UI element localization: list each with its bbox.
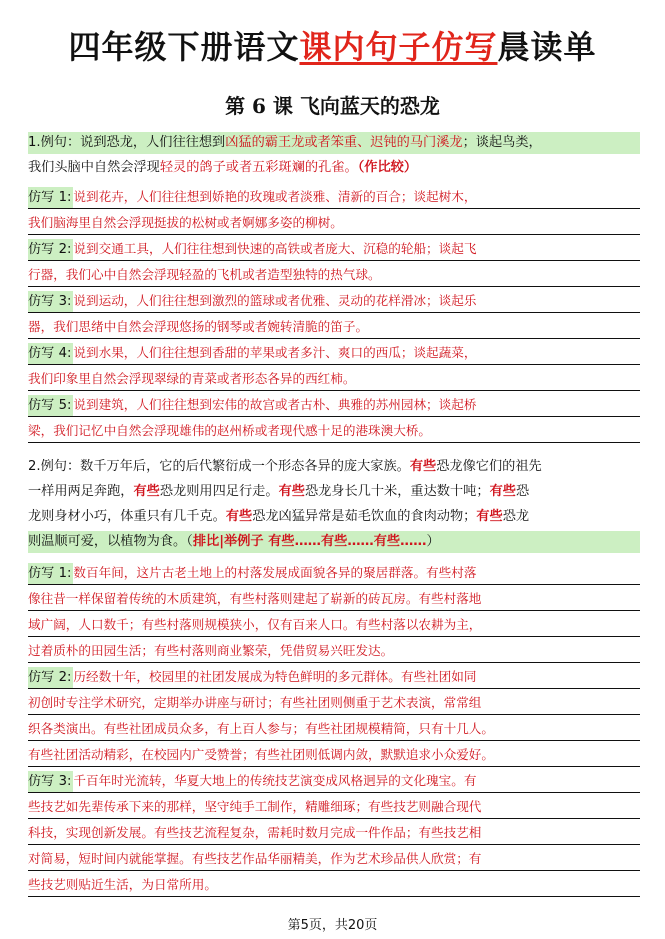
example-2-line [28, 456, 640, 478]
imitation-line [28, 692, 640, 715]
title-highlight: 课内句子仿写 [299, 28, 498, 66]
example-highlight: 有些 [476, 509, 503, 524]
example-text: 则温顺可爱，以植物为食。（ [28, 534, 193, 549]
imitation-line [28, 848, 640, 871]
example-2-line [28, 531, 640, 553]
imitation-text: 我们脑海里自然会浮现挺拔的松树或者婀娜多姿的柳树。 [28, 215, 343, 230]
imitation-label: 仿写 5: [28, 395, 73, 417]
imitation-text: 器，我们思绪中自然会浮现悠扬的钢琴或者婉转清脆的笛子。 [28, 319, 369, 334]
imitation-line [28, 718, 640, 741]
imitation-label: 仿写 4: [28, 343, 73, 365]
example-2 [28, 456, 640, 556]
imitation-line [28, 822, 640, 845]
imitation-line [28, 796, 640, 819]
example-highlight: 凶猛的霸王龙或者笨重、迟钝的马门溪龙 [225, 135, 463, 150]
example-text: 我们头脑中自然会浮现 [28, 160, 160, 175]
example-text: 1.例句：说到恐龙，人们往往想到 [28, 135, 226, 150]
imitation-label: 仿写 1: [28, 563, 73, 585]
example-text: 恐龙则用四足行走。 [159, 484, 279, 499]
example-text: 一样用两足奔跑， [28, 484, 134, 499]
technique-label: 排比|举例子 有些……有些……有些…… [192, 534, 427, 549]
example-text: 恐龙像它们的祖先 [436, 459, 542, 474]
imitation-line [28, 588, 640, 611]
imitation-text: 些技艺则贴近生活，为日常所用。 [28, 877, 217, 892]
imitation-label: 仿写 3: [28, 771, 73, 793]
imitation-label: 仿写 2: [28, 667, 73, 689]
imitation-text: 梁，我们记忆中自然会浮现雄伟的赵州桥或者现代感十足的港珠澳大桥。 [28, 423, 431, 438]
imitation-line [28, 744, 640, 767]
example-text: 恐龙凶猛异常是茹毛饮血的食肉动物； [252, 509, 477, 524]
technique-label: （作比较） [357, 160, 418, 175]
imitation-line [28, 264, 640, 287]
imitation-line [28, 290, 640, 313]
imitation-line [28, 186, 640, 209]
example-highlight: 有些 [133, 484, 160, 499]
imitation-text: 我们印象里自然会浮现翠绿的青菜或者形态各异的西红柿。 [28, 371, 356, 386]
imitation-line [28, 238, 640, 261]
imitation-text: 说到交通工具，人们往往想到快速的高铁或者庞大、沉稳的轮船；谈起飞 [73, 241, 477, 256]
imitation-text: 数百年间，这片古老土地上的村落发展成面貌各异的聚居群落。有些村落 [73, 565, 477, 580]
page-title [0, 22, 665, 68]
imitation-text: 织各类演出。有些社团成员众多，有上百人参与；有些社团规模精简，只有十几人。 [28, 721, 494, 736]
example-text: 恐龙 [502, 509, 530, 524]
imitation-group-1 [28, 186, 640, 446]
example-1-line [28, 157, 640, 179]
imitation-line [28, 770, 640, 793]
example-text: ） [426, 534, 440, 549]
imitation-text: 行器，我们心中自然会浮现轻盈的飞机或者造型独特的热气球。 [28, 267, 381, 282]
title-part3: 晨读单 [497, 28, 597, 66]
example-text: 龙则身材小巧，体重只有几千克。 [28, 509, 226, 524]
imitation-line [28, 874, 640, 897]
imitation-line [28, 212, 640, 235]
imitation-line [28, 666, 640, 689]
imitation-text: 有些社团活动精彩，在校园内广受赞誉；有些社团则低调内敛，默默追求小众爱好。 [28, 747, 494, 762]
imitation-line [28, 368, 640, 391]
example-2-line [28, 506, 640, 528]
page-footer: 第5页，共20页 [287, 918, 378, 933]
imitation-label: 仿写 1: [28, 187, 73, 209]
imitation-line [28, 614, 640, 637]
example-text: ；谈起鸟类， [462, 135, 542, 150]
imitation-line [28, 316, 640, 339]
imitation-text: 对简易，短时间内就能掌握。有些技艺作品华丽精美，作为艺术珍品供人欣赏；有 [28, 851, 482, 866]
example-highlight: 有些 [409, 459, 437, 474]
imitation-line [28, 342, 640, 365]
example-1-line [28, 132, 640, 154]
imitation-text: 初创时专注学术研究，定期举办讲座与研讨；有些社团则侧重于艺术表演，常常组 [28, 695, 482, 710]
example-highlight: 有些 [489, 484, 516, 499]
example-highlight: 轻灵的鸽子或者五彩斑斓的孔雀。 [159, 160, 358, 175]
imitation-text: 域广阔，人口数千；有些村落则规模狭小，仅有百来人口。有些村落以农耕为主， [28, 617, 482, 632]
example-highlight: 有些 [225, 509, 253, 524]
imitation-text: 过着质朴的田园生活；有些村落则商业繁荣，凭借贸易兴旺发达。 [28, 643, 394, 658]
title-part1: 四年级下册语文 [68, 28, 300, 66]
imitation-label: 仿写 2: [28, 239, 73, 261]
imitation-text: 科技，实现创新发展。有些技艺流程复杂，需耗时数月完成一件作品；有些技艺相 [28, 825, 482, 840]
imitation-text: 说到运动，人们往往想到激烈的篮球或者优雅、灵动的花样滑冰；谈起乐 [73, 293, 477, 308]
imitation-text: 说到建筑，人们往往想到宏伟的故宫或者古朴、典雅的苏州园林；谈起桥 [73, 397, 477, 412]
example-highlight: 有些 [278, 484, 305, 499]
imitation-text: 说到水果，人们往往想到香甜的苹果或者多汁、爽口的西瓜；谈起蔬菜， [73, 345, 477, 360]
imitation-text: 些技艺如先辈传承下来的那样，坚守纯手工制作，精雕细琢；有些技艺则融合现代 [28, 799, 482, 814]
imitation-group-2 [28, 562, 640, 900]
example-2-line [28, 481, 640, 503]
imitation-line [28, 640, 640, 663]
imitation-text: 千百年时光流转，华夏大地上的传统技艺演变成风格迥异的文化瑰宝。有 [73, 773, 477, 788]
example-text: 恐 [515, 484, 530, 499]
imitation-line [28, 420, 640, 443]
imitation-line [28, 394, 640, 417]
imitation-text: 说到花卉，人们往往想到娇艳的玫瑰或者淡雅、清新的百合；谈起树木， [73, 189, 477, 204]
example-text: 恐龙身长几十米，重达数十吨； [304, 484, 490, 499]
example-1 [28, 132, 640, 182]
lesson-subtitle: 第 6 课 飞向蓝天的恐龙 [225, 94, 440, 118]
example-text: 2.例句：数千万年后，它的后代繁衍成一个形态各异的庞大家族。 [28, 459, 410, 474]
imitation-label: 仿写 3: [28, 291, 73, 313]
imitation-line [28, 562, 640, 585]
imitation-text: 像往昔一样保留着传统的木质建筑，有些村落则建起了崭新的砖瓦房。有些村落地 [28, 591, 482, 606]
imitation-text: 历经数十年，校园里的社团发展成为特色鲜明的多元群体。有些社团如同 [73, 669, 477, 684]
